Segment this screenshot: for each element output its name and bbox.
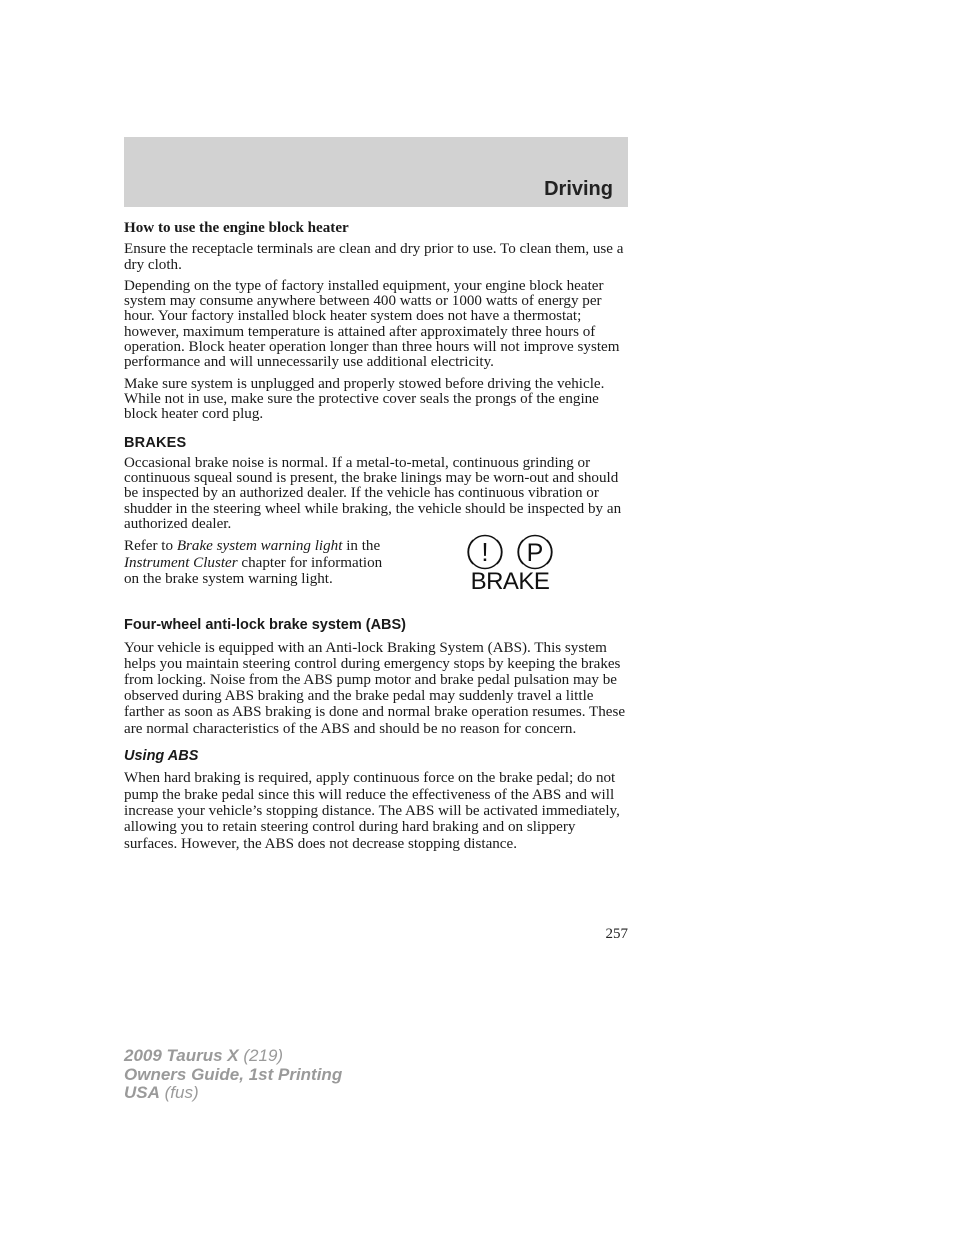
footer-line-3 — [124, 1084, 342, 1103]
using-abs-paragraph: When hard braking is required, apply continuous force on the brake pedal; do not pump the brake pedal since this will reduce the effectiveness of the ABS and will increase your vehicle’s stopping distance. The ABS will be activated immediately, allowing you to retain steering control during hard braking and on slippery surfaces. However, the ABS does not decrease stopping distance. — [124, 770, 620, 852]
brakes-paragraph: Occasional brake noise is normal. If a metal-to-metal, continuous grinding or continuous squeal sound is present, the brake linings may be worn-out and should be inspected by an authorized dealer. If the vehicle has continuous vibration or shudder in the steering wheel while braking, the vehicle should be inspected by an authorized dealer. — [124, 454, 622, 533]
using-abs-heading: Using ABS — [124, 747, 199, 764]
footer-market-code: (fus) — [159, 1083, 199, 1102]
refer-suffix: chapter for information on the brake system warning light. — [124, 554, 383, 587]
park-symbol: P — [526, 539, 544, 568]
abs-heading: Four-wheel anti-lock brake system (ABS) — [124, 617, 407, 634]
document-footer — [124, 1047, 342, 1103]
footer-model: 2009 Taurus X — [124, 1046, 239, 1065]
refer-instrument-cluster: Instrument Cluster — [124, 554, 238, 571]
page-content — [124, 221, 630, 858]
block-heater-paragraph-2: Depending on the type of factory installed equipment, your engine block heater system may consume anywhere between 400 watts or 1000 watts of energy per hour. Your factory installed block heater system does not have a thermostat; however, maximum temperature is attained after approximately three hours of operation. Block heater operation longer than three hours will not improve system performance and will unnecessarily use additional electricity. — [124, 277, 620, 371]
exclamation-symbol: ! — [481, 537, 489, 568]
page-number: 257 — [605, 926, 628, 942]
brakes-heading: BRAKES — [124, 434, 187, 451]
footer-market: USA — [124, 1083, 160, 1102]
footer-model-code: (219) — [238, 1046, 284, 1065]
block-heater-heading: How to use the engine block heater — [124, 220, 349, 236]
refer-prefix: Refer to — [124, 538, 177, 555]
brake-warning-reference — [124, 538, 630, 618]
brake-reference-text — [124, 538, 389, 587]
chapter-title: Driving — [544, 178, 613, 200]
brake-warning-icon — [464, 534, 556, 600]
refer-brake-warning-light: Brake system warning light — [176, 538, 343, 555]
block-heater-paragraph-1: Ensure the receptacle terminals are clean and dry prior to use. To clean them, use a dry cloth. — [124, 241, 624, 273]
footer-line-1 — [124, 1047, 342, 1066]
footer-guide-edition: Owners Guide, 1st Printing — [124, 1064, 343, 1084]
block-heater-paragraph-3: Make sure system is unplugged and properly stowed before driving the vehicle. While not in use, make sure the protective cover seals the prongs of the engine block heater cord plug. — [124, 375, 605, 423]
abs-paragraph: Your vehicle is equipped with an Anti-lock Braking System (ABS). This system helps you maintain steering control during emergency stops by keeping the brakes from locking. Noise from the ABS pump motor and brake pedal pulsation may be observed during ABS braking and the brake pedal may suddenly travel a little farther as soon as ABS braking is done and normal brake operation resumes. These are normal characteristics of the ABS and should be no reason for concern. — [124, 639, 626, 737]
footer-line-2 — [124, 1066, 342, 1085]
chapter-header-band — [124, 137, 628, 207]
brake-icon-label: BRAKE — [470, 568, 550, 596]
refer-middle: in the — [342, 538, 381, 555]
